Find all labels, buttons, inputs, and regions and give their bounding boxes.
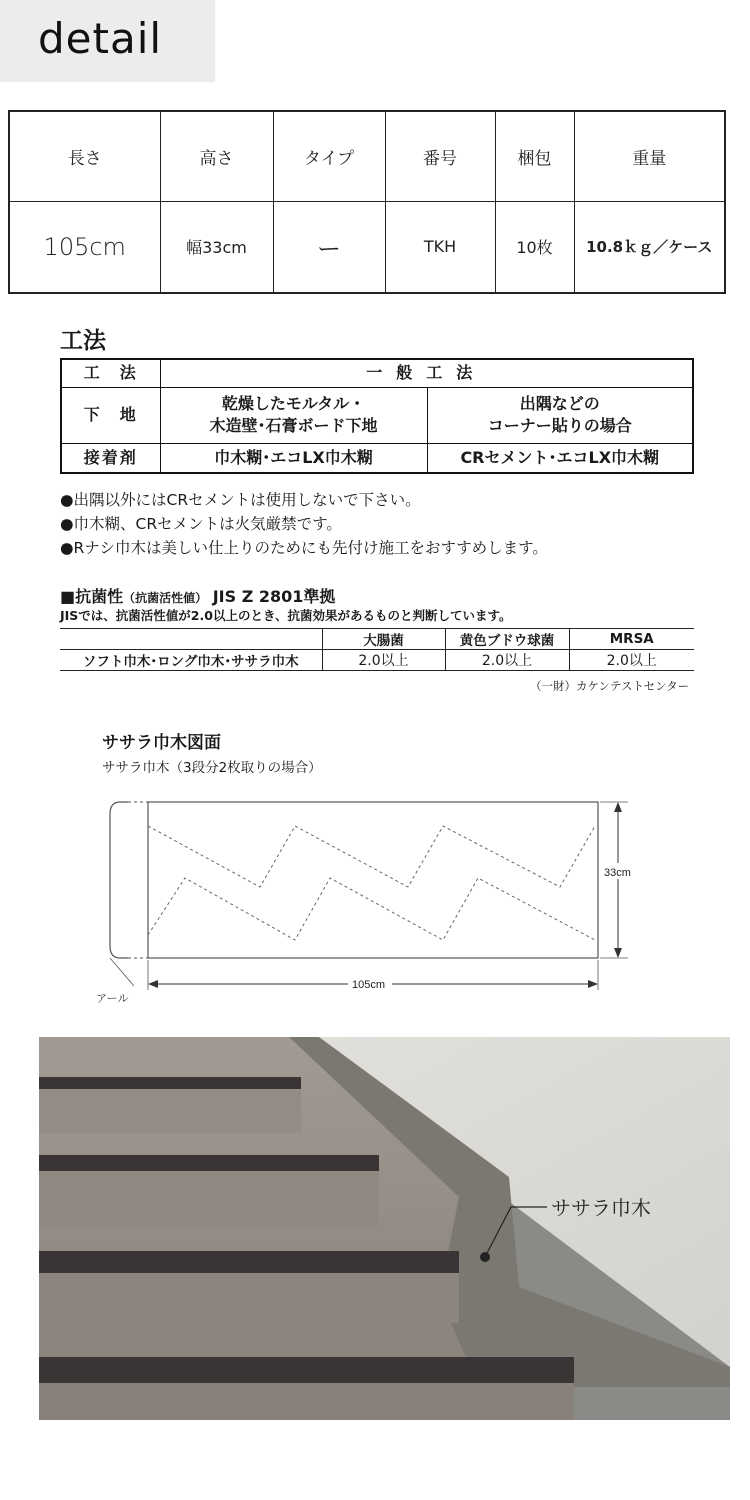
antibacterial-value-ecoli: 2.0以上 [322, 650, 445, 671]
spec-value-weight: 10.8ｋｇ／ケース [574, 201, 725, 293]
note-item: ●出隅以外にはCRセメントは使用しないで下さい。 [60, 491, 421, 509]
note-item: ●Rナシ巾木は美しい仕上りのためにも先付け施工をおすすめします。 [60, 539, 548, 557]
stair-nosing-2 [39, 1155, 379, 1171]
antibacterial-title-std: JIS Z 2801準拠 [212, 587, 336, 606]
base-corner-line2: コーナー貼りの場合 [487, 416, 632, 435]
height-arrow-bottom [614, 948, 622, 958]
antibacterial-value-staph: 2.0以上 [445, 650, 569, 671]
drawing-title: ササラ巾木図面 [102, 733, 221, 753]
antibacterial-title [60, 584, 335, 607]
length-arrow-left [148, 980, 158, 988]
length-arrow-right [588, 980, 598, 988]
spec-header-length: 長さ [9, 111, 160, 201]
radius-label: アール [96, 992, 129, 1005]
stair-riser-2 [39, 1171, 379, 1227]
radius-leader [110, 958, 134, 986]
method-table [60, 358, 694, 474]
sasara-drawing [90, 790, 650, 1015]
board-outline [148, 802, 598, 958]
spec-value-length: 105cm [9, 201, 160, 293]
antibacterial-col-ecoli: 大腸菌 [322, 629, 445, 650]
spec-header-height: 高さ [160, 111, 273, 201]
base-standard-line2: 木造壁･石膏ボード下地 [209, 416, 378, 435]
length-label: 105cm [352, 979, 386, 991]
method-section-title: 工法 [60, 328, 106, 354]
antibacterial-subtitle: JISでは、抗菌活性値が2.0以上のとき、抗菌効果があるものと判断しています。 [60, 608, 512, 623]
base-cell-corner [427, 387, 693, 443]
detail-header [0, 0, 215, 82]
stair-riser-1 [39, 1089, 301, 1133]
base-row-label: 下 地 [61, 387, 160, 443]
antibacterial-col-mrsa: MRSA [569, 629, 694, 650]
stair-nosing-1 [39, 1077, 301, 1089]
stair-photo [39, 1037, 730, 1420]
test-center-credit: （一財）カケンテストセンター [530, 679, 690, 693]
method-row-label: 工 法 [61, 359, 160, 387]
stair-illustration [39, 1037, 730, 1420]
spec-header-package: 梱包 [495, 111, 574, 201]
antibacterial-value-mrsa: 2.0以上 [569, 650, 694, 671]
stair-nosing-3 [39, 1251, 459, 1273]
base-corner-line1: 出隅などの [519, 394, 600, 413]
drawing-subtitle: ササラ巾木（3段分2枚取りの場合） [102, 760, 322, 776]
adhesive-standard: 巾木糊･エコLX巾木糊 [160, 443, 427, 473]
stair-nosing-4 [39, 1357, 574, 1383]
base-standard-line1: 乾燥したモルタル・ [221, 394, 366, 413]
stair-riser-4 [39, 1383, 574, 1420]
spec-value-type: ー [273, 201, 385, 293]
cut-line-lower [148, 878, 595, 940]
detail-title: detail [38, 14, 163, 63]
method-row-value: 一般工法 [160, 359, 693, 387]
spec-table [8, 110, 726, 294]
spec-header-weight: 重量 [574, 111, 725, 201]
spec-value-height: 幅33cm [160, 201, 273, 293]
notes-list [60, 488, 548, 560]
antibacterial-col-staph: 黄色ブドウ球菌 [445, 629, 569, 650]
base-cell-standard [160, 387, 427, 443]
note-item: ●巾木糊、CRセメントは火気厳禁です。 [60, 515, 342, 533]
radius-edge [110, 802, 128, 958]
cut-line-upper [148, 826, 595, 887]
spec-value-package: 10枚 [495, 201, 574, 293]
adhesive-corner: CRセメント･エコLX巾木糊 [427, 443, 693, 473]
spec-header-number: 番号 [385, 111, 495, 201]
spec-header-type: タイプ [273, 111, 385, 201]
antibacterial-table [60, 628, 694, 671]
antibacterial-row-label: ソフト巾木･ロング巾木･ササラ巾木 [60, 650, 322, 671]
stair-riser-3 [39, 1273, 459, 1323]
height-arrow-top [614, 802, 622, 812]
height-label: 33cm [604, 867, 631, 879]
antibacterial-title-small: （抗菌活性値） [123, 591, 208, 605]
antibacterial-corner-cell [60, 629, 322, 650]
callout-label: ササラ巾木 [551, 1196, 651, 1220]
antibacterial-title-main: ■抗菌性 [60, 587, 124, 606]
adhesive-row-label: 接着剤 [61, 443, 160, 473]
spec-value-number: TKH [385, 201, 495, 293]
